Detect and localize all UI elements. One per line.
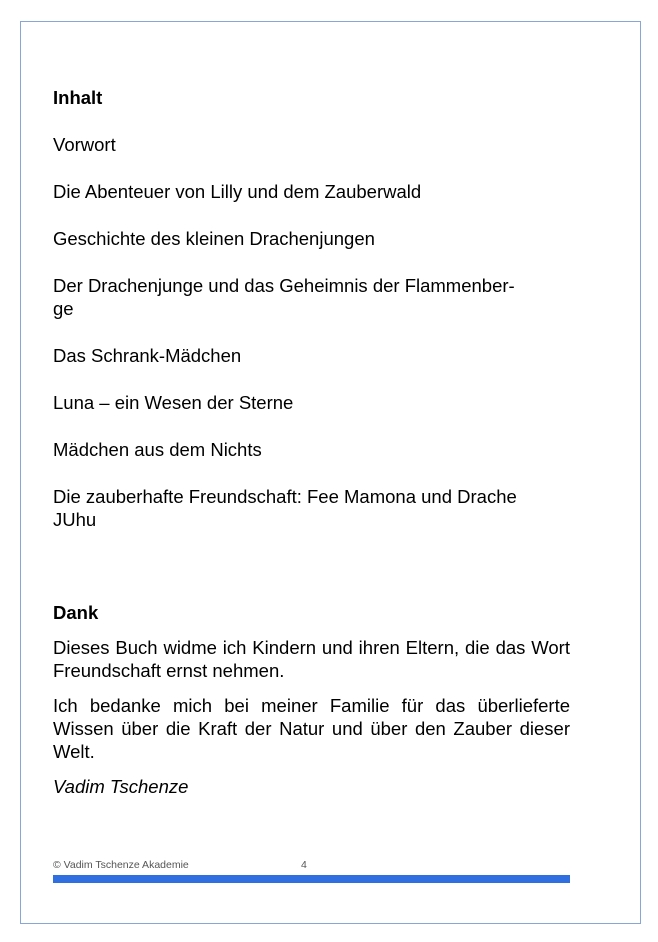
toc-heading: Inhalt	[53, 87, 103, 108]
toc-item-nichts: Mädchen aus dem Nichts	[53, 439, 262, 460]
page-number: 4	[301, 859, 307, 871]
toc-item-schrank: Das Schrank-Mädchen	[53, 345, 242, 366]
signature: Vadim Tschenze	[53, 776, 189, 797]
toc-item-vorwort: Vorwort	[53, 134, 116, 155]
dank-paragraph: Ich bedanke mich bei meiner Familie für das überlieferte Wissen über die Kraft der Natur und über den Zauber dieser Welt.	[53, 695, 570, 762]
footer-copyright: © Vadim Tschenze Akademie	[53, 859, 189, 871]
toc-item-line: ge	[53, 298, 74, 319]
dank-heading: Dank	[53, 602, 99, 623]
toc-item-line: JUhu	[53, 509, 97, 530]
toc-item-luna: Luna – ein Wesen der Sterne	[53, 392, 294, 413]
toc-item-lilly: Die Abenteuer von Lilly und dem Zauberwald	[53, 181, 422, 202]
toc-item-flammenberge	[53, 274, 570, 320]
toc-item-line: Der Drachenjunge und das Geheimnis der Flammenber-	[53, 275, 515, 296]
toc-item-freundschaft	[53, 485, 570, 531]
page-footer	[53, 859, 570, 889]
toc-item-drachenjunge: Geschichte des kleinen Drachenjungen	[53, 228, 375, 249]
footer-bar	[53, 875, 570, 883]
page-content	[53, 86, 570, 798]
toc-item-line: Die zauberhafte Freundschaft: Fee Mamona und Drache	[53, 486, 517, 507]
dank-paragraph: Dieses Buch widme ich Kindern und ihren Eltern, die das Wort Freundschaft ernst nehmen.	[53, 637, 570, 681]
